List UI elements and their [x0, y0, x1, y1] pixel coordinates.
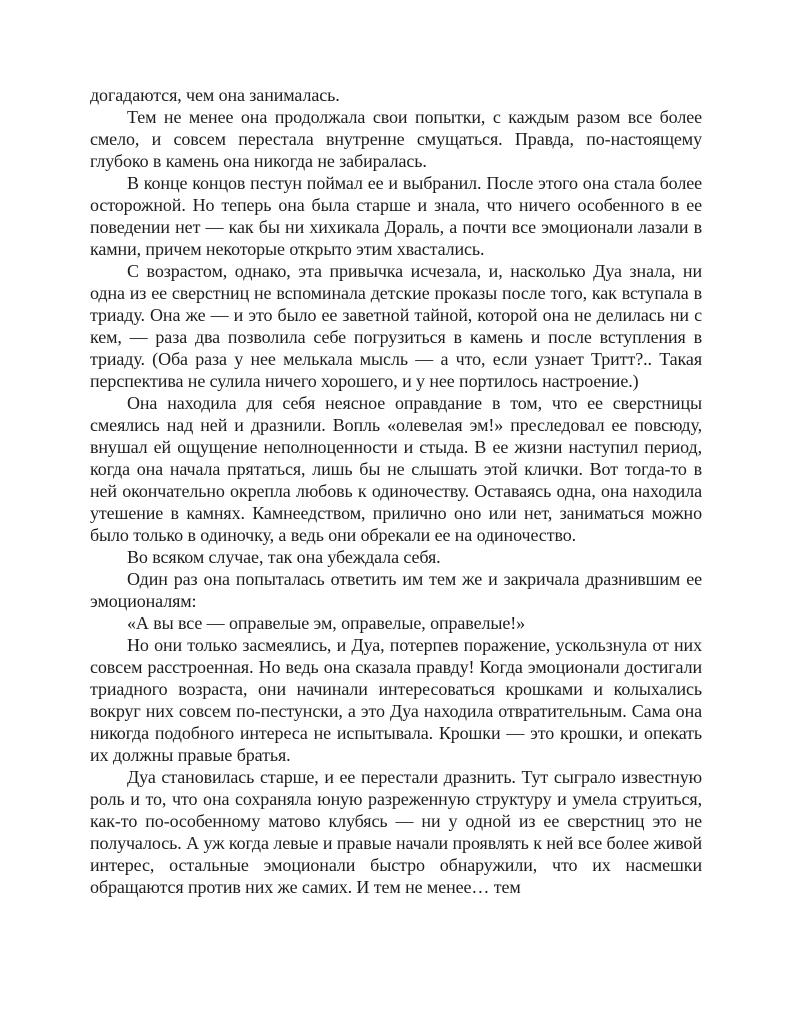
paragraph: Но они только засмеялись, и Дуа, потерпев поражение, ускользнула от них совсем расстроенная. Но ведь она сказала правду! Когда эмоционали достигали триадного возраста, они начинали интересоваться крошками и колыхались вокруг них совсем по-пестунски, а это Дуа находила отвратительным. Сама она никогда подобного интереса не испытывала. Крошки — это крошки, и опекать их должны правые братья.: [90, 635, 702, 765]
paragraph: Во всяком случае, так она убеждала себя.: [127, 547, 441, 567]
paragraph: В конце концов пестун поймал ее и выбранил. После этого она стала более осторожной. Но теперь она была старше и знала, что ничего особенного в ее поведении нет — как бы ни хихикала Дораль, а почти все эмоционали лазали в камни, причем некоторые открыто этим хвастались.: [90, 173, 702, 259]
paragraph: Тем не менее она продолжала свои попытки, с каждым разом все более смело, и совсем перестала внутренне смущаться. Правда, по-настоящему глубоко в камень она никогда не забиралась.: [90, 107, 702, 171]
paragraph: Она находила для себя неясное оправдание в том, что ее сверстницы смеялись над ней и дразнили. Вопль «олевелая эм!» преследовал ее повсюду, внушал ей ощущение неполноценности и стыда. В ее жизни наступил период, когда она начала прятаться, лишь бы не слышать этой клички. Вот тогда-то в ней окончательно окрепла любовь к одиночеству. Оставаясь одна, она находила утешение в камнях. Камнеедством, прилично оно или нет, заниматься можно было только в одиночку, а ведь они обрекали ее на одиночество.: [90, 393, 702, 545]
paragraph: «А вы все — оправелые эм, оправелые, оправелые!»: [127, 613, 526, 633]
paragraph: Один раз она попыталась ответить им тем же и закричала дразнившим ее эмоционалям:: [90, 569, 702, 611]
text-block: [90, 84, 702, 898]
paragraph: С возрастом, однако, эта привычка исчезала, и, насколько Дуа знала, ни одна из ее сверстниц не вспоминала детские проказы после того, как вступала в триаду. Она же — и это было ее заветной тайной, которой она не делилась ни с кем, — раза два позволила себе погрузиться в камень и после вступления в триаду. (Оба раза у нее мелькала мысль — а что, если узнает Тритт?.. Такая перспектива не сулила ничего хорошего, и у нее портилось настроение.): [90, 261, 702, 391]
paragraph: догадаются, чем она занималась.: [90, 85, 340, 105]
paragraph: Дуа становилась старше, и ее перестали дразнить. Тут сыграло известную роль и то, что она сохраняла юную разреженную структуру и умела струиться, как-то по-особенному матово клубясь — ни у одной из ее сверстниц это не получалось. А уж когда левые и правые начали проявлять к ней все более живой интерес, остальные эмоционали быстро обнаружили, что их насмешки обращаются против них же самих. И тем не менее… тем: [90, 767, 702, 897]
